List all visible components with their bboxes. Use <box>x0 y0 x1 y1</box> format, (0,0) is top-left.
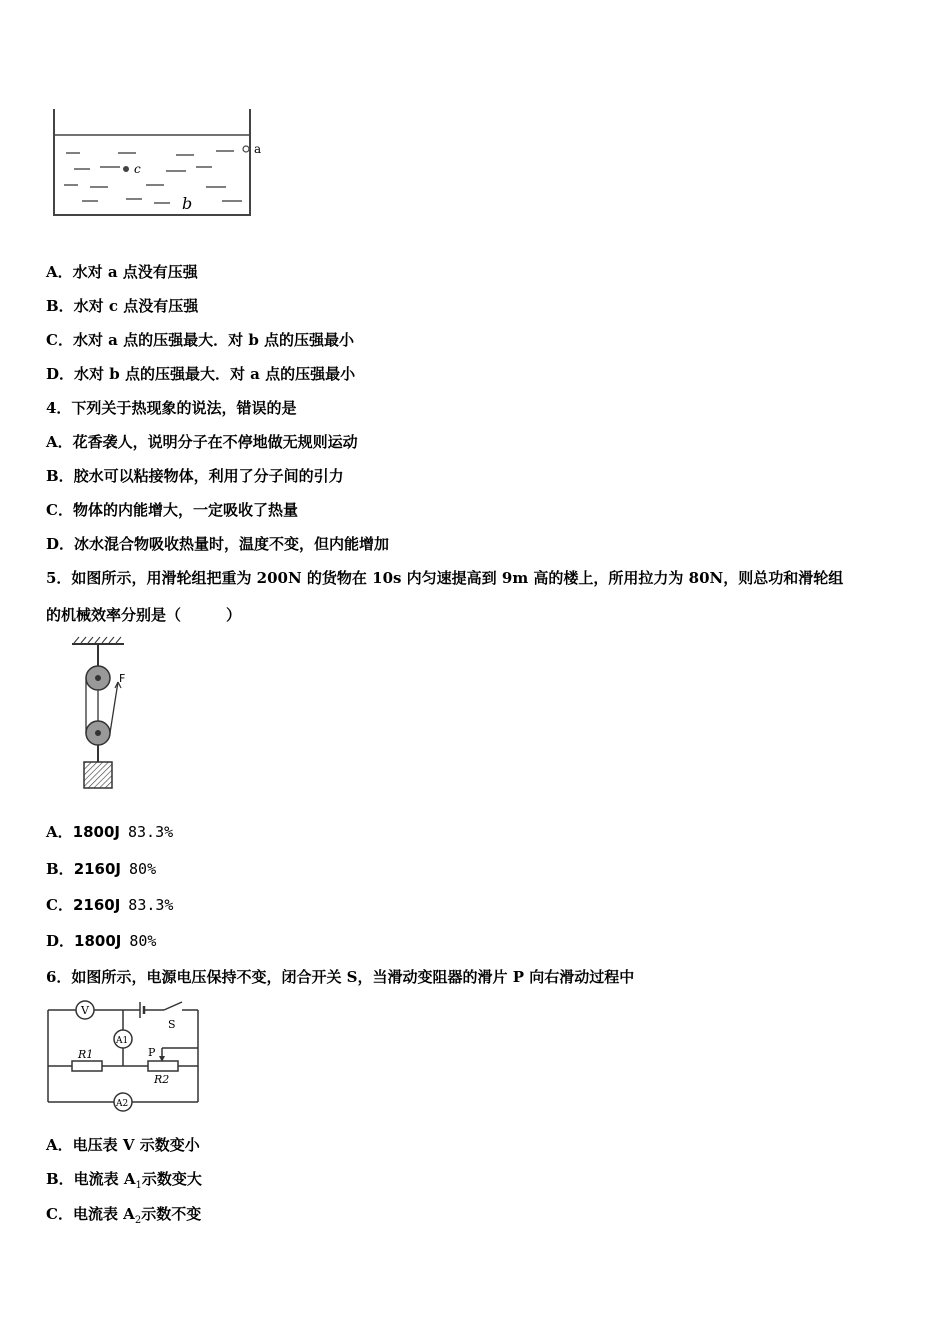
q5-option-d-letter: D． <box>46 932 75 950</box>
q4-option-a: A．花香袭人，说明分子在不停地做无规则运动 <box>46 433 358 451</box>
q5-stem-line2: 的机械效率分别是（ ） <box>46 606 242 624</box>
label-b: b <box>182 194 193 213</box>
q5-option-c-work: 2160J <box>72 896 121 914</box>
q6-stem: 6．如图所示，电源电压保持不变，闭合开关 S，当滑动变阻器的滑片 P 向右滑动过程中 <box>46 968 635 986</box>
q6-option-b-pre: B．电流表 A <box>46 1170 136 1188</box>
q5-option-b-work: 2160J <box>73 860 122 878</box>
q5-option-b-eff: 80% <box>129 860 157 878</box>
point-c <box>123 166 129 172</box>
water-container-figure <box>46 105 276 225</box>
resistor-r2-label: R2 <box>154 1073 170 1086</box>
ammeter-a2-label: A2 <box>116 1099 129 1109</box>
q6-option-c <box>46 1204 201 1231</box>
q5-option-c <box>46 895 173 915</box>
q5-option-d <box>46 931 156 951</box>
pulley-system-figure <box>70 636 140 796</box>
q3-option-d: D．水对 b 点的压强最大．对 a 点的压强最小 <box>46 365 356 383</box>
q5-option-b-letter: B． <box>46 860 74 878</box>
q5-option-d-work: 1800J <box>74 932 122 950</box>
label-c: c <box>134 162 141 176</box>
q6-option-c-post: 示数不变 <box>141 1205 202 1223</box>
q6-option-c-pre: C．电流表 A <box>46 1205 135 1223</box>
q5-option-a-eff: 83.3% <box>127 823 174 841</box>
q5-option-a-letter: A． <box>46 823 73 841</box>
ammeter-a1-label: A1 <box>116 1036 129 1046</box>
q5-option-b <box>46 859 156 879</box>
switch-label: S <box>168 1018 176 1031</box>
q6-option-c-sub: 2 <box>134 1215 142 1226</box>
q5-option-a <box>46 822 173 842</box>
resistor-r1 <box>72 1061 102 1071</box>
q4-option-d: D．冰水混合物吸收热量时，温度不变，但内能增加 <box>46 535 390 553</box>
q6-option-a: A．电压表 V 示数变小 <box>46 1136 200 1154</box>
label-a: a <box>254 142 262 156</box>
q6-option-b <box>46 1169 202 1196</box>
q6-option-b-post: 示数变大 <box>141 1170 202 1188</box>
q5-option-c-letter: C． <box>46 896 73 914</box>
voltmeter-label: V <box>81 1004 89 1017</box>
q5-stem-line1: 5．如图所示，用滑轮组把重为 200N 的货物在 10s 内匀速提高到 9m 高的楼上，所用拉力为 80N，则总功和滑轮组 <box>46 569 844 587</box>
q4-stem: 4．下列关于热现象的说法，错误的是 <box>46 399 297 417</box>
cargo-block <box>84 762 112 788</box>
q3-option-a: A．水对 a 点没有压强 <box>46 263 198 281</box>
q4-option-c: C．物体的内能增大，一定吸收了热量 <box>46 501 298 519</box>
q3-option-b: B．水对 c 点没有压强 <box>46 297 199 315</box>
q6-option-b-sub: 1 <box>135 1180 142 1191</box>
q5-option-d-eff: 80% <box>129 932 157 950</box>
point-a <box>243 146 249 152</box>
container-walls <box>54 109 250 215</box>
slider-label: P <box>148 1046 156 1059</box>
force-label: F <box>119 672 126 685</box>
q3-option-c: C．水对 a 点的压强最大．对 b 点的压强最小 <box>46 331 355 349</box>
resistor-r1-label: R1 <box>78 1048 94 1061</box>
resistor-r2 <box>148 1061 178 1071</box>
circuit-figure <box>44 996 210 1116</box>
q5-option-a-work: 1800J <box>72 823 120 841</box>
q5-option-c-eff: 83.3% <box>128 896 174 914</box>
q4-option-b: B．胶水可以粘接物体，利用了分子间的引力 <box>46 467 344 485</box>
